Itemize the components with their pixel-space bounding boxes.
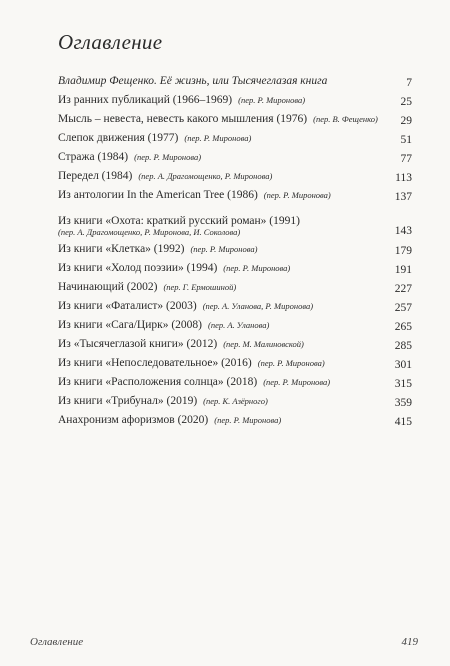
toc-entry-title: Из книги «Сага/Цирк» (2008) — [58, 319, 202, 331]
toc-entry — [58, 257, 412, 276]
page-number: 419 — [401, 636, 418, 648]
toc-entry — [58, 390, 412, 409]
toc-entry-page: 257 — [394, 302, 412, 314]
toc-entry-page: 7 — [406, 77, 412, 89]
toc-entry — [58, 165, 412, 184]
toc-entry-title: Передел (1984) — [58, 170, 133, 182]
toc-entry-translator: (пер. Р. Миронова) — [257, 358, 325, 368]
toc-entry — [58, 409, 412, 428]
toc-entry-page: 359 — [394, 397, 412, 409]
toc-entry-translator: (пер. Р. Миронова) — [134, 152, 202, 162]
toc-entry-page: 29 — [400, 115, 412, 127]
toc-entry-page: 77 — [400, 153, 412, 165]
toc-entry-title: Из ранних публикаций (1966–1969) — [58, 94, 233, 106]
toc-entry-title: Из книги «Непоследовательное» (2016) — [58, 357, 252, 369]
toc-entry-title: Из книги «Фаталист» (2003) — [58, 300, 197, 312]
toc-entry-title: Из книги «Охота: краткий русский роман» (1991) — [58, 215, 300, 227]
toc-entry-translator: (пер. Р. Миронова) — [263, 190, 331, 200]
toc-entry-page: 25 — [400, 96, 412, 108]
page-title: Оглавление — [58, 30, 163, 54]
toc-entry-translator: (пер. А. Драгомощенко, Р. Миронова, И. Соколова) — [58, 227, 241, 237]
toc-entry-page: 51 — [400, 134, 412, 146]
toc-entry-page: 191 — [394, 264, 412, 276]
toc-entry-title: Из «Тысячеглазой книги» (2012) — [58, 338, 218, 350]
toc-entry — [58, 127, 412, 146]
toc-entry-page: 285 — [394, 340, 412, 352]
toc-entry-page: 143 — [394, 225, 412, 237]
toc-entry — [58, 371, 412, 390]
toc-entry — [58, 70, 412, 89]
toc-entry — [58, 276, 412, 295]
toc-entry-translator: (пер. К. Азёрного) — [203, 396, 268, 406]
toc-entry-title: Из книги «Клетка» (1992) — [58, 243, 185, 255]
toc-entry-title: Из антологии In the American Tree (1986) — [58, 189, 258, 201]
toc-entry-title: Владимир Фещенко. Её жизнь, или Тысячеглазая книга — [58, 75, 328, 87]
toc-entry-page: 179 — [394, 245, 412, 257]
toc-entry-translator: (пер. А. Уланова, Р. Миронова) — [202, 301, 314, 311]
toc-entry-translator: (пер. Р. Миронова) — [214, 415, 282, 425]
toc-entry-page: 137 — [394, 191, 412, 203]
toc-entry-translator: (пер. А. Уланова) — [208, 320, 270, 330]
toc-entry-translator: (пер. Р. Миронова) — [184, 133, 252, 143]
toc-entry — [58, 237, 412, 257]
toc-entry — [58, 203, 412, 237]
toc-entry-translator: (пер. В. Фещенко) — [313, 114, 378, 124]
toc-entry-translator: (пер. Р. Миронова) — [263, 377, 331, 387]
toc-entry-page: 227 — [394, 283, 412, 295]
toc-entry-page: 315 — [394, 378, 412, 390]
toc-entry — [58, 333, 412, 352]
table-of-contents — [58, 70, 412, 428]
toc-entry-page: 415 — [394, 416, 412, 428]
toc-entry-page: 113 — [395, 172, 412, 184]
toc-entry-title: Из книги «Холод поэзии» (1994) — [58, 262, 218, 274]
toc-entry — [58, 352, 412, 371]
toc-entry-page: 301 — [394, 359, 412, 371]
toc-entry-translator: (пер. Р. Миронова) — [238, 95, 306, 105]
toc-entry-translator: (пер. Р. Миронова) — [223, 263, 291, 273]
toc-entry-translator: (пер. Г. Ермошиной) — [163, 282, 237, 292]
toc-entry-translator: (пер. А. Драгомощенко, Р. Миронова) — [138, 171, 273, 181]
toc-entry — [58, 146, 412, 165]
toc-entry-title: Мысль – невеста, невесть какого мышления (1976) — [58, 113, 308, 125]
toc-entry-translator: (пер. Р. Миронова) — [190, 244, 258, 254]
toc-entry — [58, 184, 412, 203]
toc-entry-title: Из книги «Расположения солнца» (2018) — [58, 376, 258, 388]
toc-entry — [58, 108, 412, 127]
toc-entry-title: Слепок движения (1977) — [58, 132, 179, 144]
toc-entry-title: Анахронизм афоризмов (2020) — [58, 414, 209, 426]
toc-entry — [58, 314, 412, 333]
toc-entry-translator: (пер. М. Малиновской) — [223, 339, 304, 349]
toc-entry — [58, 89, 412, 108]
toc-entry-title: Из книги «Трибунал» (2019) — [58, 395, 198, 407]
toc-entry-title: Стража (1984) — [58, 151, 129, 163]
toc-entry-page: 265 — [394, 321, 412, 333]
toc-entry — [58, 295, 412, 314]
running-title: Оглавление — [30, 636, 84, 648]
toc-entry-title: Начинающий (2002) — [58, 281, 158, 293]
